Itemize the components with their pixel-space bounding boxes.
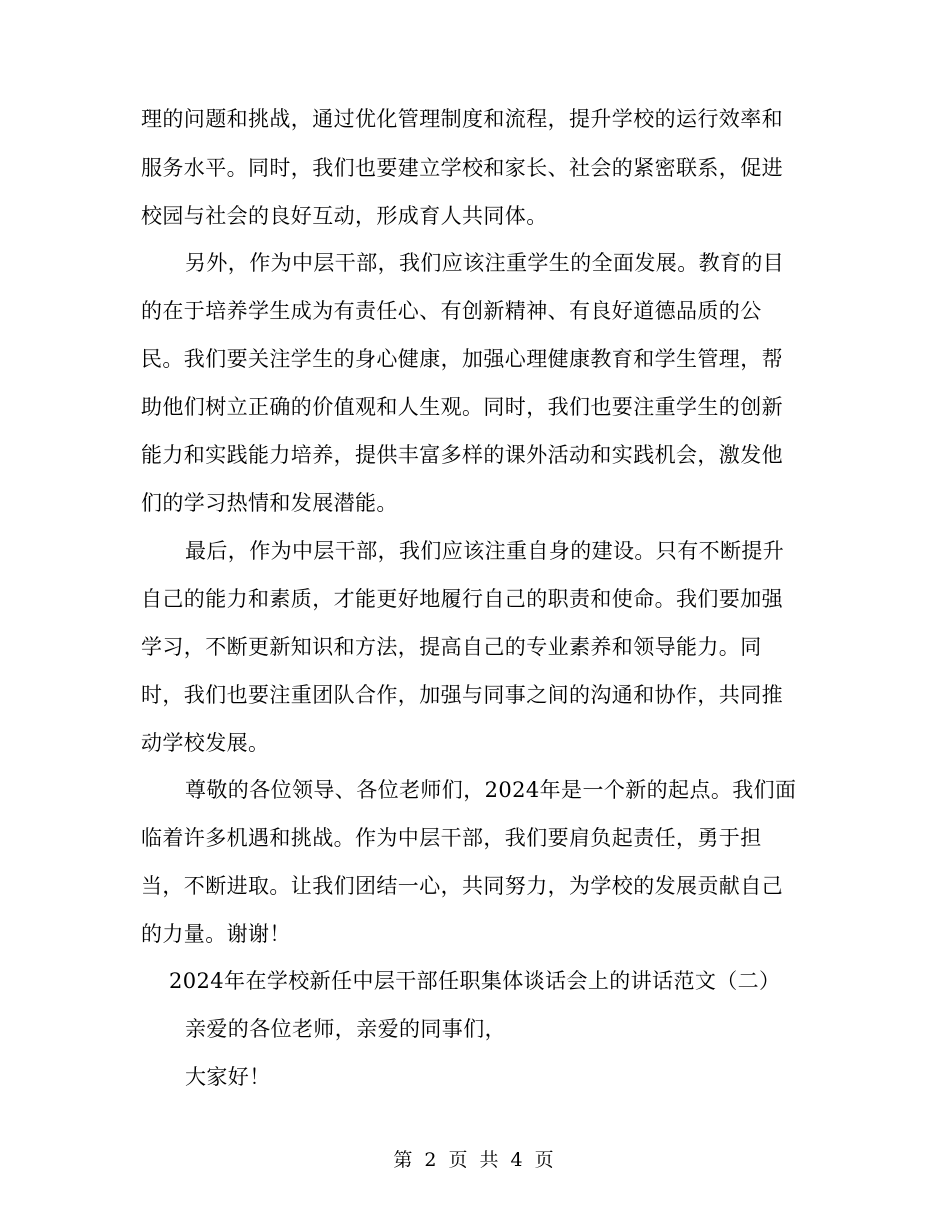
paragraph-line: 时，我们也要注重团队合作，加强与同事之间的沟通和协作，共同推 — [141, 683, 783, 707]
section-heading: 2024年在学校新任中层干部任职集体谈话会上的讲话范文（二） — [169, 969, 781, 993]
paragraph-line: 的力量。谢谢！ — [141, 922, 291, 946]
paragraph-line: 最后，作为中层干部，我们应该注重自身的建设。只有不断提升 — [185, 539, 785, 563]
paragraph-line: 校园与社会的良好互动，形成育人共同体。 — [141, 204, 548, 228]
page-number: 第 2 页 共 4 页 — [393, 1149, 557, 1171]
paragraph-line: 尊敬的各位领导、各位老师们，2024年是一个新的起点。我们面 — [185, 778, 797, 802]
paragraph-line: 民。我们要关注学生的身心健康，加强心理健康教育和学生管理，帮 — [141, 347, 783, 371]
salutation: 亲爱的各位老师，亲爱的同事们， — [185, 1017, 506, 1041]
greeting: 大家好！ — [185, 1065, 271, 1089]
paragraph-line: 自己的能力和素质，才能更好地履行自己的职责和使命。我们要加强 — [141, 587, 783, 611]
paragraph-line: 服务水平。同时，我们也要建立学校和家长、社会的紧密联系，促进 — [141, 156, 783, 180]
paragraph-line: 的在于培养学生成为有责任心、有创新精神、有良好道德品质的公 — [141, 299, 762, 323]
paragraph-line: 学习，不断更新知识和方法，提高自己的专业素养和领导能力。同 — [141, 635, 762, 659]
paragraph-line: 理的问题和挑战，通过优化管理制度和流程，提升学校的运行效率和 — [141, 107, 783, 131]
paragraph-line: 能力和实践能力培养，提供丰富多样的课外活动和实践机会，激发他 — [141, 443, 783, 467]
paragraph-line: 助他们树立正确的价值观和人生观。同时，我们也要注重学生的创新 — [141, 395, 783, 419]
paragraph-line: 临着许多机遇和挑战。作为中层干部，我们要肩负起责任，勇于担 — [141, 826, 762, 850]
paragraph-line: 动学校发展。 — [141, 731, 270, 755]
paragraph-line: 另外，作为中层干部，我们应该注重学生的全面发展。教育的目 — [185, 251, 785, 275]
paragraph-line: 当，不断进取。让我们团结一心，共同努力，为学校的发展贡献自己 — [141, 874, 783, 898]
paragraph-line: 们的学习热情和发展潜能。 — [141, 491, 398, 515]
